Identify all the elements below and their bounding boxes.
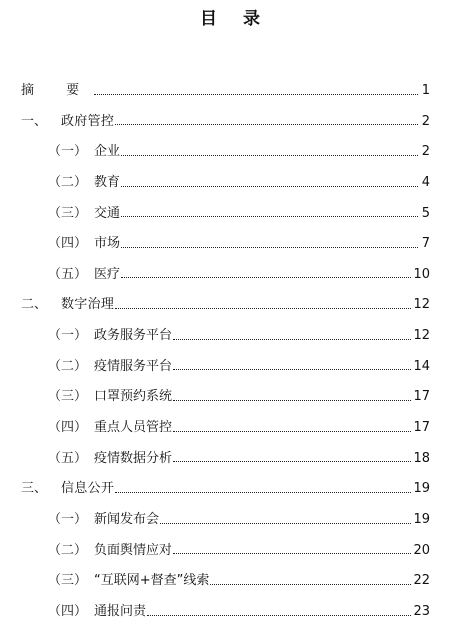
toc-entry[interactable]: [0, 137, 460, 168]
toc-entry-line: [48, 229, 430, 260]
toc-entry-label: 重点人员管控: [94, 420, 173, 436]
toc-entry-page-number: 20: [413, 542, 430, 558]
toc-entry-label: 疫情服务平台: [94, 358, 173, 374]
table-of-contents: [0, 76, 460, 628]
toc-entry-line: [48, 444, 430, 475]
toc-entry-label: 政府管控: [61, 113, 115, 129]
toc-dot-leader: [121, 246, 418, 248]
toc-dot-leader: [121, 154, 418, 156]
toc-entry-page-number: 7: [421, 236, 430, 252]
toc-dot-leader: [115, 123, 418, 125]
toc-dot-leader: [147, 614, 411, 616]
toc-dot-leader: [121, 215, 418, 217]
toc-entry-label: 市场: [94, 236, 121, 252]
toc-entry[interactable]: [0, 474, 460, 505]
toc-entry[interactable]: [0, 107, 460, 138]
toc-entry-line: [21, 474, 430, 505]
toc-entry[interactable]: [0, 76, 460, 107]
toc-entry-line: [48, 137, 430, 168]
toc-entry-number: （三）: [48, 205, 88, 221]
toc-entry[interactable]: [0, 352, 460, 383]
toc-entry[interactable]: [0, 168, 460, 199]
toc-entry-label: 口罩预约系统: [94, 389, 173, 405]
toc-entry-page-number: 18: [413, 450, 430, 466]
toc-dot-leader: [121, 276, 411, 278]
page-title: 目 录: [200, 9, 270, 29]
toc-entry-label: “互联网+督查”线索: [94, 573, 210, 589]
toc-entry-label: 交通: [94, 205, 121, 221]
toc-entry-line: [48, 321, 430, 352]
toc-entry-line: [48, 352, 430, 383]
toc-dot-leader: [173, 552, 411, 554]
toc-dot-leader: [160, 522, 411, 524]
toc-entry-label: 信息公开: [61, 481, 115, 497]
toc-entry-page-number: 1: [421, 83, 430, 98]
toc-entry-label: 医疗: [94, 266, 121, 282]
toc-entry[interactable]: [0, 229, 460, 260]
toc-entry-label: 企业: [94, 144, 121, 160]
toc-entry-page-number: 14: [413, 358, 430, 374]
toc-entry[interactable]: [0, 536, 460, 567]
toc-entry-number: （四）: [48, 236, 88, 252]
toc-entry[interactable]: [0, 413, 460, 444]
toc-entry[interactable]: [0, 290, 460, 321]
toc-dot-leader: [210, 583, 411, 585]
toc-entry-number: （二）: [48, 542, 88, 558]
toc-entry-label: 摘 要: [21, 83, 94, 98]
toc-entry-label: 通报问责: [94, 603, 147, 619]
toc-entry-page-number: 5: [421, 205, 430, 221]
toc-entry-label: 政务服务平台: [94, 328, 173, 344]
toc-dot-leader: [173, 460, 411, 462]
toc-entry[interactable]: [0, 597, 460, 628]
toc-entry-label: 教育: [94, 174, 121, 190]
toc-entry-label: 疫情数据分析: [94, 450, 173, 466]
toc-entry-line: [48, 382, 430, 413]
toc-entry-line: [21, 107, 430, 138]
toc-entry-line: [21, 76, 430, 107]
toc-entry-number: （四）: [48, 420, 88, 436]
toc-entry-number: 一、: [21, 113, 48, 129]
toc-entry-number: （三）: [48, 389, 88, 405]
toc-entry-line: [48, 566, 430, 597]
toc-entry[interactable]: [0, 260, 460, 291]
toc-entry-number: （一）: [48, 511, 88, 527]
toc-entry-line: [48, 505, 430, 536]
toc-entry-page-number: 12: [413, 328, 430, 344]
toc-dot-leader: [173, 338, 411, 340]
toc-entry-page-number: 22: [413, 573, 430, 589]
toc-entry[interactable]: [0, 199, 460, 230]
toc-entry-page-number: 2: [421, 144, 430, 160]
toc-entry-label: 负面舆情应对: [94, 542, 173, 558]
toc-dot-leader: [173, 368, 411, 370]
toc-dot-leader: [115, 491, 411, 493]
toc-entry-line: [48, 260, 430, 291]
toc-entry-number: 三、: [21, 481, 48, 497]
toc-dot-leader: [121, 185, 418, 187]
toc-entry-line: [48, 168, 430, 199]
toc-entry-page-number: 23: [413, 603, 430, 619]
toc-entry-number: （三）: [48, 573, 88, 589]
toc-entry[interactable]: [0, 566, 460, 597]
toc-entry-line: [48, 413, 430, 444]
toc-dot-leader: [115, 307, 411, 309]
toc-entry-page-number: 17: [413, 420, 430, 436]
toc-entry-page-number: 17: [413, 389, 430, 405]
toc-entry-line: [48, 536, 430, 567]
toc-dot-leader: [94, 93, 418, 95]
toc-entry[interactable]: [0, 382, 460, 413]
toc-entry-number: （一）: [48, 144, 88, 160]
toc-entry-label: 数字治理: [61, 297, 115, 313]
toc-dot-leader: [173, 399, 411, 401]
toc-entry-page-number: 19: [413, 481, 430, 497]
toc-entry-line: [48, 199, 430, 230]
toc-entry-number: （四）: [48, 603, 88, 619]
toc-entry[interactable]: [0, 444, 460, 475]
toc-entry-page-number: 12: [413, 297, 430, 313]
toc-entry-page-number: 4: [421, 174, 430, 190]
toc-entry-page-number: 10: [413, 266, 430, 282]
toc-entry[interactable]: [0, 505, 460, 536]
toc-entry-number: （二）: [48, 358, 88, 374]
toc-entry-number: 二、: [21, 297, 48, 313]
toc-entry-label: 新闻发布会: [94, 511, 160, 527]
toc-dot-leader: [173, 430, 411, 432]
toc-entry[interactable]: [0, 321, 460, 352]
toc-entry-line: [21, 290, 430, 321]
toc-entry-number: （二）: [48, 174, 88, 190]
toc-entry-line: [48, 597, 430, 628]
toc-entry-number: （一）: [48, 328, 88, 344]
toc-entry-number: （五）: [48, 450, 88, 466]
toc-entry-page-number: 19: [413, 511, 430, 527]
toc-entry-number: （五）: [48, 266, 88, 282]
toc-entry-page-number: 2: [421, 113, 430, 129]
